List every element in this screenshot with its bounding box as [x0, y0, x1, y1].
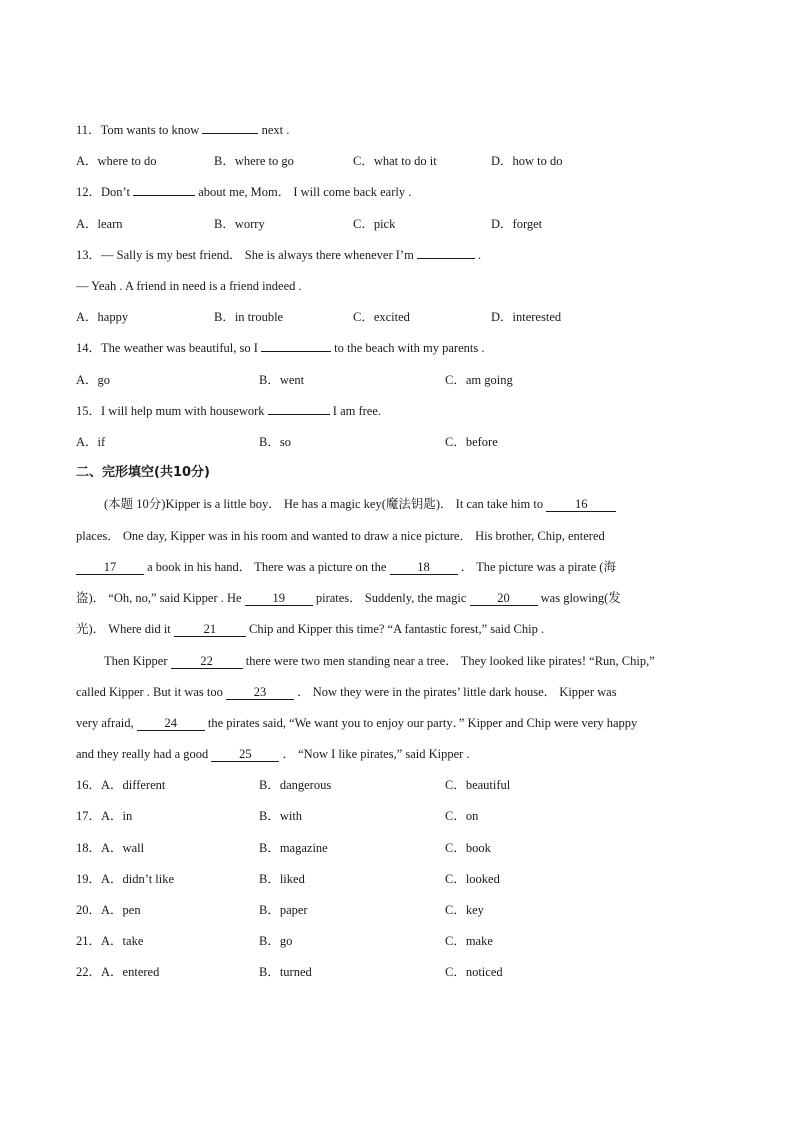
- answer-blank: [202, 133, 258, 134]
- question-number: 11: [76, 123, 89, 137]
- passage-line: Then Kipper 22 there were two men standing near a tree． They looked like pirates! “Run, Chip,”: [104, 654, 655, 668]
- passage-line: (本题 10分)Kipper is a little boy． He has a magic key(魔法钥匙)． It can take him to 16: [104, 495, 616, 513]
- answer-blank: [261, 351, 331, 352]
- cloze-number: 16．A．different: [76, 778, 166, 792]
- option-c: C．before: [445, 435, 498, 449]
- cloze-number: 20．A．pen: [76, 903, 141, 917]
- question-13: 13．— Sally is my best friend． She is always there whenever I’m .: [76, 248, 482, 262]
- option-c: C．pick: [353, 217, 396, 231]
- blank-17: 17: [76, 560, 144, 575]
- option-d: D．forget: [491, 217, 543, 231]
- answer-blank: [133, 195, 195, 196]
- option-a: A．go: [76, 373, 111, 387]
- passage-line: very afraid, 24 the pirates said, “We want you to enjoy our party．” Kipper and Chip were very happy: [76, 716, 638, 730]
- option-b: B．paper: [259, 903, 308, 917]
- blank-24: 24: [137, 716, 205, 731]
- blank-21: 21: [174, 622, 246, 637]
- option-b: B．magazine: [259, 841, 328, 855]
- option-b: B．went: [259, 373, 305, 387]
- question-number: 13: [76, 248, 89, 262]
- blank-19: 19: [245, 591, 313, 606]
- option-a: A．if: [76, 435, 106, 449]
- option-c: C．beautiful: [445, 778, 511, 792]
- blank-16: 16: [546, 497, 616, 512]
- question-number: 14: [76, 341, 89, 355]
- passage-line: called Kipper . But it was too 23 ． Now they were in the pirates’ little dark house． Kipper was: [76, 685, 617, 699]
- question-text-end: about me, Mom． I will come back early .: [195, 185, 412, 199]
- option-b: B．go: [259, 934, 293, 948]
- option-b: B．in trouble: [214, 310, 284, 324]
- blank-18: 18: [390, 560, 458, 575]
- cloze-number: 22．A．entered: [76, 965, 160, 979]
- question-text-end: next .: [258, 123, 290, 137]
- cloze-number: 18．A．wall: [76, 841, 145, 855]
- passage-line: 光)． Where did it 21 Chip and Kipper this time? “A fantastic forest,” said Chip .: [76, 622, 545, 636]
- option-c: C．am going: [445, 373, 513, 387]
- question-text: Tom wants to know: [100, 123, 203, 137]
- question-number: 15: [76, 404, 89, 418]
- answer-blank: [268, 414, 330, 415]
- option-a: A．learn: [76, 217, 123, 231]
- passage-line: 盗)． “Oh, no,” said Kipper . He 19 pirates． Suddenly, the magic 20 was glowing(发: [76, 591, 621, 605]
- passage-line: places． One day, Kipper was in his room and wanted to draw a nice picture． His brother, Chip, entered: [76, 529, 605, 543]
- option-d: D．interested: [491, 310, 562, 324]
- option-b: B．with: [259, 809, 303, 823]
- question-14: 14．The weather was beautiful, so I to the beach with my parents .: [76, 341, 485, 355]
- option-c: C．key: [445, 903, 484, 917]
- blank-22: 22: [171, 654, 243, 669]
- option-b: B．liked: [259, 872, 305, 886]
- question-12: 12．Don’t about me, Mom． I will come back early .: [76, 185, 412, 199]
- blank-25: 25: [211, 747, 279, 762]
- question-text-end: I am free.: [329, 404, 382, 418]
- question-number: 12: [76, 185, 89, 199]
- answer-blank: [417, 258, 475, 259]
- question-text: — Sally is my best friend． She is always there whenever I’m: [101, 248, 417, 262]
- option-b: B．dangerous: [259, 778, 332, 792]
- option-b: B．turned: [259, 965, 312, 979]
- blank-20: 20: [470, 591, 538, 606]
- option-c: C．looked: [445, 872, 500, 886]
- option-c: C．on: [445, 809, 479, 823]
- passage-line: and they really had a good 25 ． “Now I like pirates,” said Kipper .: [76, 747, 470, 761]
- option-c: C．excited: [353, 310, 410, 324]
- option-a: A．happy: [76, 310, 129, 324]
- cloze-number: 21．A．take: [76, 934, 144, 948]
- question-text: The weather was beautiful, so I: [101, 341, 262, 355]
- option-c: C．book: [445, 841, 491, 855]
- option-d: D．how to do: [491, 154, 563, 168]
- option-c: C．noticed: [445, 965, 503, 979]
- option-a: A．where to do: [76, 154, 157, 168]
- question-text: Don’t: [101, 185, 134, 199]
- cloze-number: 17．A．in: [76, 809, 133, 823]
- question-text-end: .: [474, 248, 482, 262]
- option-b: B．so: [259, 435, 291, 449]
- option-b: B．where to go: [214, 154, 294, 168]
- cloze-number: 19．A．didn’t like: [76, 872, 175, 886]
- question-11: 11．Tom wants to know next .: [76, 123, 290, 137]
- passage-line: 17 a book in his hand． There was a picture on the 18 ． The picture was a pirate (海: [76, 558, 616, 576]
- question-text-end: to the beach with my parents .: [331, 341, 485, 355]
- option-b: B．worry: [214, 217, 265, 231]
- question-13-reply: — Yeah . A friend in need is a friend indeed .: [76, 279, 302, 293]
- question-text: I will help mum with housework: [101, 404, 268, 418]
- option-c: C．what to do it: [353, 154, 437, 168]
- question-15: 15．I will help mum with housework I am free.: [76, 404, 382, 418]
- section-heading: 二、完形填空(共10分): [76, 465, 210, 480]
- blank-23: 23: [226, 685, 294, 700]
- option-c: C．make: [445, 934, 493, 948]
